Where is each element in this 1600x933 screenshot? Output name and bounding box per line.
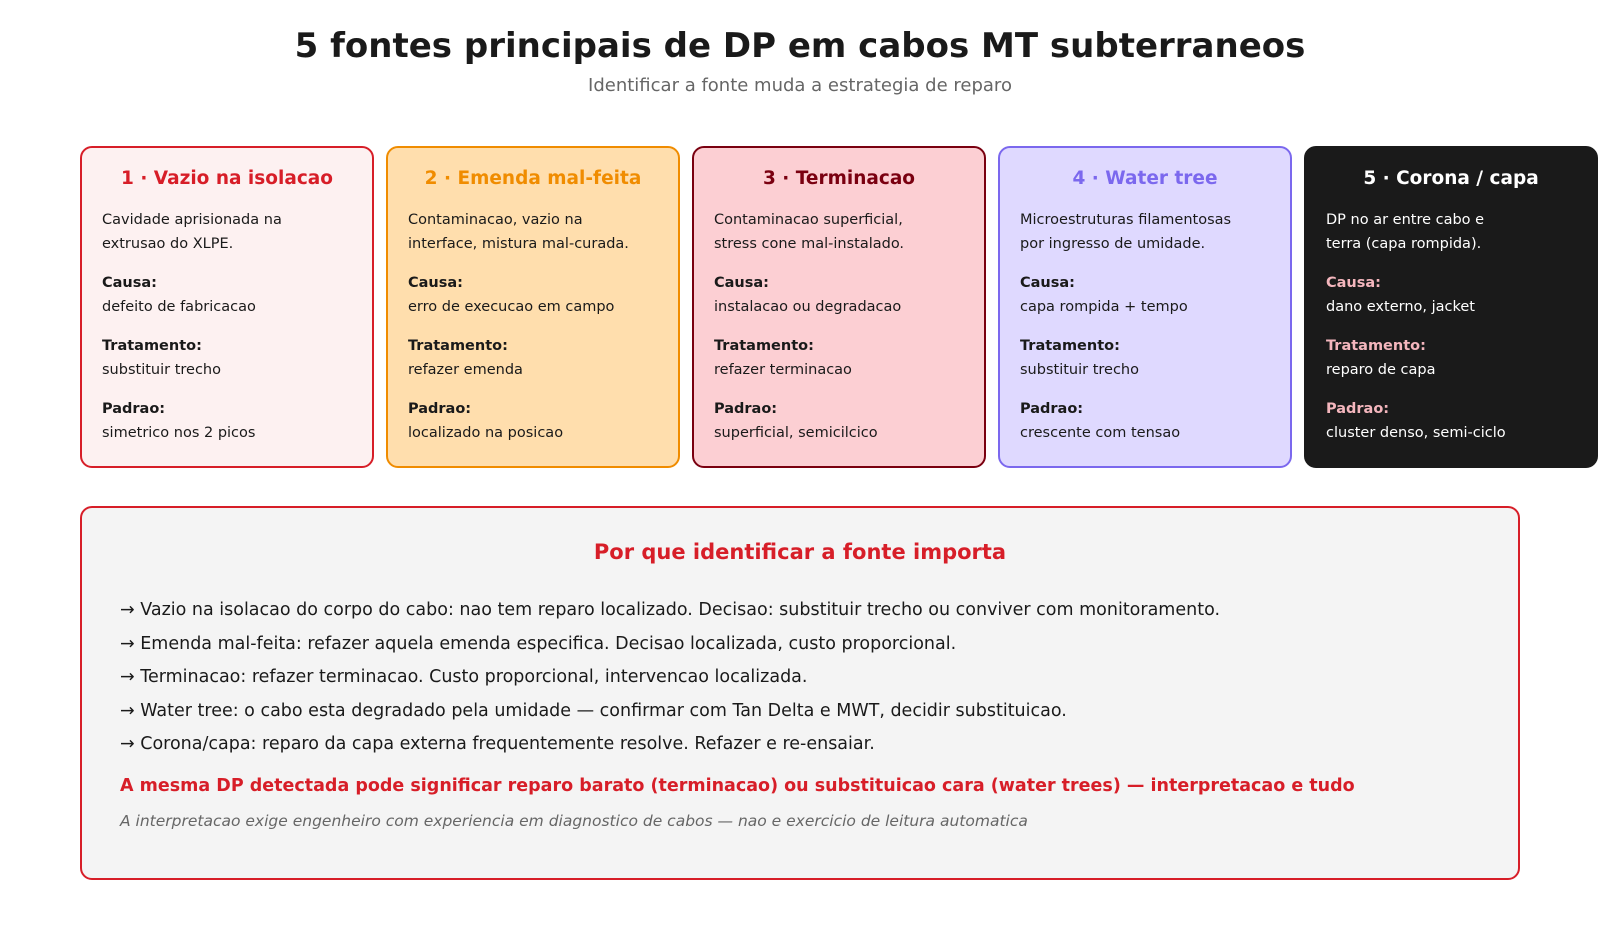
card-desc-line: stress cone mal-instalado. [714,236,905,252]
field-value: reparo de capa [1326,362,1436,378]
card-desc-line: Contaminacao superficial, [714,212,903,228]
field-value: simetrico nos 2 picos [102,425,256,441]
field-value: erro de execucao em campo [408,299,615,315]
card-description [408,208,658,256]
field-value: cluster denso, semi-ciclo [1326,425,1506,441]
card-terminacao [692,146,986,468]
field-value: crescente com tensao [1020,425,1181,441]
card-desc-line: Microestruturas filamentosas [1020,212,1232,228]
card-field-tratamento [408,334,658,382]
card-corona-capa [1304,146,1598,468]
card-title: 5 · Corona / capa [1363,168,1539,189]
card-vazio-isolacao [80,146,374,468]
field-value: substituir trecho [102,362,221,378]
field-label: Padrao: [102,401,166,417]
list-item: → Water tree: o cabo esta degradado pela umidade — confirmar com Tan Delta e MWT, decidir substituicao. [120,700,1067,721]
card-water-tree [998,146,1292,468]
field-value: substituir trecho [1020,362,1139,378]
card-desc-line: por ingresso de umidade. [1020,236,1206,252]
card-field-causa [408,271,658,319]
card-field-tratamento [1020,334,1270,382]
card-field-causa [1020,271,1270,319]
list-item: → Corona/capa: reparo da capa externa frequentemente resolve. Refazer e re-ensaiar. [120,734,875,754]
page-subtitle: Identificar a fonte muda a estrategia de reparo [588,75,1012,96]
field-label: Padrao: [1326,401,1390,417]
importance-panel [80,506,1520,880]
card-field-padrao [714,397,964,445]
field-value: dano externo, jacket [1326,299,1475,315]
card-description [102,208,352,256]
footnote: A interpretacao exige engenheiro com experiencia em diagnostico de cabos — nao e exercicio de leitura automatica [120,812,1028,830]
field-label: Tratamento: [1326,338,1426,354]
field-label: Tratamento: [1020,338,1120,354]
field-value: localizado na posicao [408,425,564,441]
source-cards [80,146,1600,468]
page-title: 5 fontes principais de DP em cabos MT subterraneos [294,26,1306,66]
field-label: Causa: [102,275,157,291]
card-emenda-mal-feita [386,146,680,468]
card-field-padrao [102,397,352,445]
list-item: → Terminacao: refazer terminacao. Custo proporcional, intervencao localizada. [120,667,808,687]
card-field-padrao [1020,397,1270,445]
field-value: refazer emenda [408,362,523,378]
field-label: Padrao: [408,401,472,417]
list-item: → Vazio na isolacao do corpo do cabo: nao tem reparo localizado. Decisao: substituir trecho ou conviver com monitoramento. [120,600,1221,620]
card-desc-line: extrusao do XLPE. [102,236,234,252]
list-item: → Emenda mal-feita: refazer aquela emenda especifica. Decisao localizada, custo proporcional. [120,633,957,654]
field-value: instalacao ou degradacao [714,299,902,315]
card-description [1326,208,1576,256]
card-field-padrao [1326,397,1576,445]
card-description [1020,208,1270,256]
field-label: Tratamento: [102,338,202,354]
field-label: Causa: [1020,275,1075,291]
card-title: 2 · Emenda mal-feita [424,168,642,189]
card-title: 4 · Water tree [1072,168,1218,189]
field-label: Causa: [1326,275,1381,291]
field-label: Tratamento: [714,338,814,354]
card-field-tratamento [714,334,964,382]
field-label: Causa: [714,275,769,291]
card-description [714,208,964,256]
card-field-causa [102,271,352,319]
card-title: 3 · Terminacao [762,168,916,189]
field-label: Causa: [408,275,463,291]
card-field-padrao [408,397,658,445]
card-desc-line: Contaminacao, vazio na [408,212,583,228]
key-takeaway: A mesma DP detectada pode significar reparo barato (terminacao) ou substituicao cara (water trees) — interpretacao e tudo [120,776,1355,796]
field-value: capa rompida + tempo [1020,299,1188,315]
card-desc-line: terra (capa rompida). [1326,236,1482,252]
card-field-tratamento [1326,334,1576,382]
field-value: defeito de fabricacao [102,299,256,315]
field-value: refazer terminacao [714,362,852,378]
importance-list [120,594,1480,762]
card-field-tratamento [102,334,352,382]
card-field-causa [1326,271,1576,319]
field-label: Padrao: [714,401,778,417]
card-desc-line: Cavidade aprisionada na [102,212,282,228]
card-title: 1 · Vazio na isolacao [121,168,333,189]
card-field-causa [714,271,964,319]
field-label: Padrao: [1020,401,1084,417]
field-label: Tratamento: [408,338,508,354]
card-desc-line: DP no ar entre cabo e [1326,212,1485,228]
card-desc-line: interface, mistura mal-curada. [408,236,629,252]
field-value: superficial, semicilcico [714,425,878,441]
panel-title: Por que identificar a fonte importa [593,540,1007,564]
